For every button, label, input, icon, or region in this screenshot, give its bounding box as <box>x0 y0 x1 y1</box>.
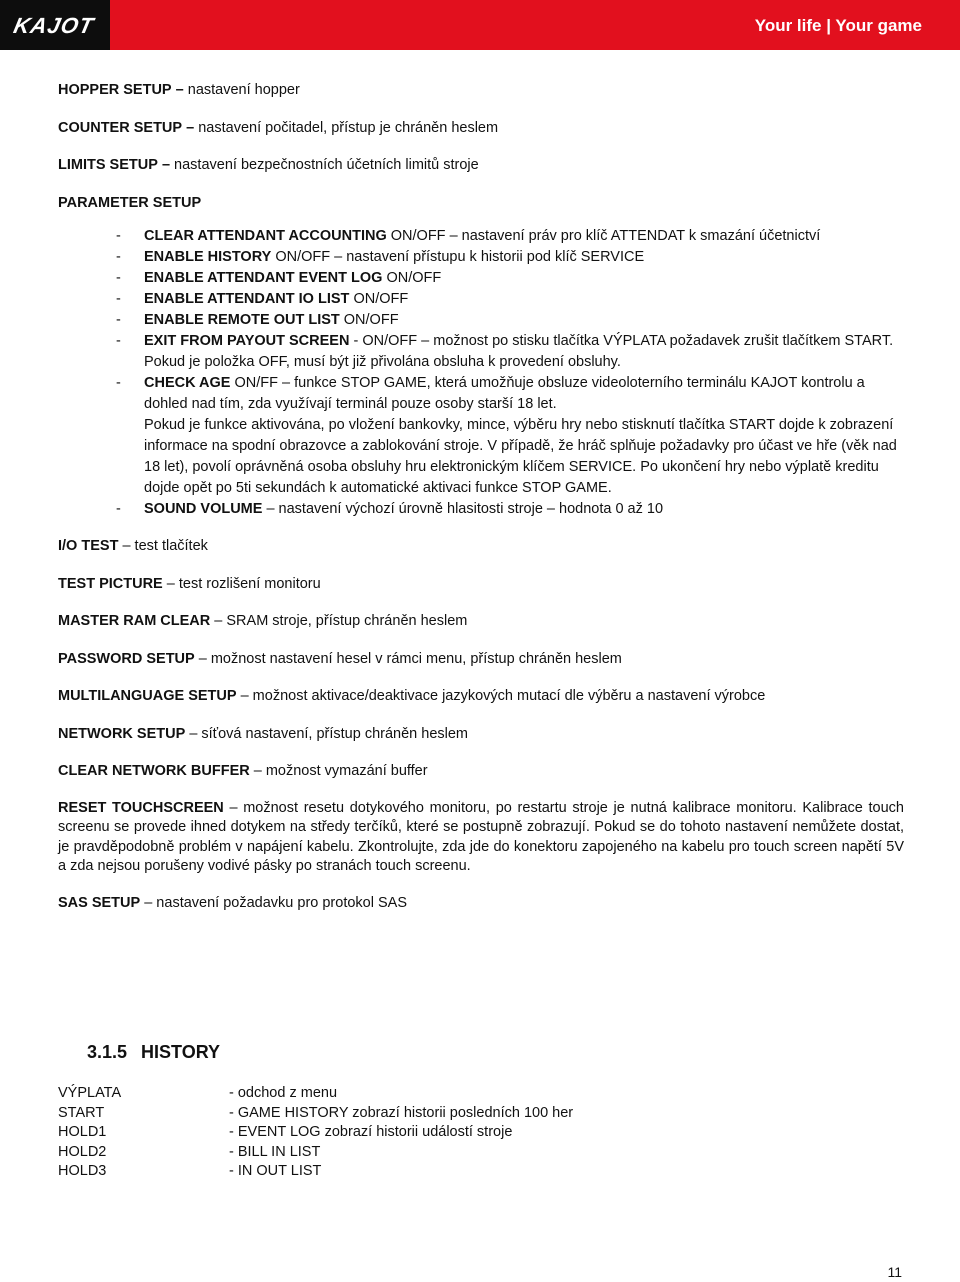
item-title: HOPPER SETUP <box>58 82 172 98</box>
item-desc: – možnost nastavení hesel v rámci menu, přístup chráněn heslem <box>198 650 622 667</box>
section-title: HISTORY <box>141 1042 221 1062</box>
sub-text: ON/OFF – nastavení práv pro klíč ATTENDAT k smazání účetnictví <box>390 228 821 244</box>
sub-title: CLEAR ATTENDANT ACCOUNTING <box>144 228 387 244</box>
sub-text: ON/OFF <box>386 270 442 286</box>
item-desc: – test tlačítek <box>122 538 208 554</box>
item-title: RESET TOUCHSCREEN <box>58 799 224 816</box>
item-title: NETWORK SETUP <box>58 725 186 742</box>
item-multilanguage-setup <box>58 686 904 707</box>
item-desc: nastavení hopper <box>187 82 300 98</box>
page-header <box>0 0 960 50</box>
sub-sound-volume <box>58 499 904 520</box>
key-name: HOLD1 <box>58 1124 107 1141</box>
key-row <box>58 1143 758 1163</box>
item-master-ram <box>58 611 904 632</box>
dash: - <box>116 501 121 517</box>
item-title: LIMITS SETUP <box>58 157 158 173</box>
key-desc: - EVENT LOG zobrazí historii událostí stroje <box>229 1124 513 1141</box>
item-title: MASTER RAM CLEAR <box>58 613 211 629</box>
key-desc: - odchod z menu <box>229 1085 338 1101</box>
item-network-setup <box>58 724 904 745</box>
item-io-test <box>58 536 904 557</box>
header-slogan: Your life | Your game <box>754 16 922 35</box>
sub-clear-attendant <box>58 226 904 247</box>
item-title: COUNTER SETUP <box>58 119 183 136</box>
item-sep: – <box>186 119 195 136</box>
key-name: VÝPLATA <box>58 1085 122 1101</box>
key-desc: - BILL IN LIST <box>229 1143 321 1160</box>
sub-text: ON/FF – funkce STOP GAME, která umožňuje obsluze videoloterního terminálu KAJOT kontrolu a dohled nad tím, zda využívají terminál pouze osoby starší 18 let. <box>144 375 865 412</box>
sub-enable-event-log <box>58 268 904 289</box>
document-body <box>58 80 904 931</box>
page-number: 11 <box>887 1264 902 1280</box>
sub-enable-remote-out <box>58 310 904 331</box>
item-title: PASSWORD SETUP <box>58 650 195 667</box>
item-desc: nastavení bezpečnostních účetních limitů stroje <box>174 157 479 173</box>
sub-text: ON/OFF <box>343 312 399 328</box>
item-desc: – síťová nastavení, přístup chráněn heslem <box>189 725 468 742</box>
dash: - <box>116 291 121 307</box>
sub-text: – nastavení výchozí úrovně hlasitosti stroje – hodnota 0 až 10 <box>266 501 664 517</box>
sub-text: - ON/OFF – možnost po stisku tlačítka VÝPLATA požadavek zrušit tlačítkem START. Pokud je položka OFF, musí být již přivolána obsluha k provedení obsluhy. <box>144 333 894 370</box>
sub-text: ON/OFF <box>353 291 409 307</box>
dash: - <box>116 375 121 391</box>
item-title: PARAMETER SETUP <box>58 194 202 211</box>
item-limits-setup <box>58 155 904 176</box>
dash: - <box>116 333 121 349</box>
key-row <box>58 1162 758 1182</box>
item-desc: – nastavení požadavku pro protokol SAS <box>144 895 407 911</box>
item-password-setup <box>58 649 904 670</box>
item-desc: – možnost aktivace/deaktivace jazykových mutací dle výběru a nastavení výrobce <box>240 688 766 704</box>
key-table <box>58 1084 758 1182</box>
item-parameter-setup <box>58 193 904 214</box>
item-desc: – možnost resetu dotykového monitoru, po restartu stroje je nutná kalibrace monitoru. Kalibrace touch screenu se provede ihned dotykem na středy terčíků, které se postupně zobrazují. Pokud se do tohoto nastavení nemůžete dostat, je pravděpodobně problém v napájení kabelu. Zkontrolujte, zda jde do konektoru zapojeného na kabelu pro touch screen napětí 5V a zda nejsou porušeny vodivé pásky po stranách touch screenu. <box>58 799 904 874</box>
key-row <box>58 1104 758 1124</box>
sub-check-age <box>58 373 904 499</box>
sub-title: CHECK AGE <box>144 375 231 391</box>
item-desc: – test rozlišení monitoru <box>166 575 321 592</box>
item-clear-network-buffer <box>58 761 904 782</box>
key-name: START <box>58 1104 105 1121</box>
key-name: HOLD2 <box>58 1143 107 1160</box>
sub-exit-payout <box>58 331 904 373</box>
sub-title: ENABLE HISTORY <box>144 249 272 265</box>
dash: - <box>116 228 121 244</box>
key-row <box>58 1084 758 1104</box>
item-desc: – SRAM stroje, přístup chráněn heslem <box>214 613 468 629</box>
item-reset-touchscreen <box>58 799 904 877</box>
item-title: SAS SETUP <box>58 895 141 911</box>
dash: - <box>116 249 121 265</box>
item-hopper-setup <box>58 80 904 101</box>
item-title: TEST PICTURE <box>58 575 163 592</box>
logo-box <box>0 0 110 50</box>
section-heading <box>87 1042 220 1063</box>
item-sep: – <box>161 157 171 173</box>
dash: - <box>116 312 121 328</box>
sub-text-continued: Pokud je funkce aktivována, po vložení bankovky, mince, výběru hry nebo stisknutí tlačítka START dojde k zobrazení informace na spodní obrazovce a zablokování stroje. V případě, že hráč splňuje požadavky pro účast ve hře (věk nad 18 let), povolí oprávněná osoba obsluhy hru elektronickým klíčem SERVICE. Po ukončení hry nebo výplatě kreditu dojde opět po 5ti sekundách k automatické aktivaci funkce STOP GAME. <box>144 417 897 496</box>
item-test-picture <box>58 574 904 595</box>
key-row <box>58 1123 758 1143</box>
key-desc: - GAME HISTORY zobrazí historii posledních 100 her <box>229 1104 574 1121</box>
section-number: 3.1.5 <box>87 1042 128 1062</box>
key-name: HOLD3 <box>58 1163 107 1180</box>
sub-enable-history <box>58 247 904 268</box>
item-sep: – <box>175 82 184 98</box>
sub-enable-io-list <box>58 289 904 310</box>
item-title: MULTILANGUAGE SETUP <box>58 688 237 704</box>
kajot-logo: KAJOT <box>11 13 97 38</box>
sub-title: ENABLE ATTENDANT EVENT LOG <box>144 270 383 286</box>
key-desc: - IN OUT LIST <box>229 1163 322 1180</box>
item-title: I/O TEST <box>58 538 119 554</box>
sub-title: EXIT FROM PAYOUT SCREEN <box>144 333 350 349</box>
parameter-sublist <box>58 226 904 520</box>
item-desc: – možnost vymazání buffer <box>253 763 428 779</box>
sub-title: SOUND VOLUME <box>144 501 263 517</box>
sub-text: ON/OFF – nastavení přístupu k historii pod klíč SERVICE <box>275 249 645 265</box>
sub-title: ENABLE ATTENDANT IO LIST <box>144 291 350 307</box>
item-sas-setup <box>58 893 904 914</box>
item-counter-setup <box>58 118 904 139</box>
sub-title: ENABLE REMOTE OUT LIST <box>144 312 340 328</box>
item-desc: nastavení počitadel, přístup je chráněn heslem <box>198 119 499 136</box>
item-title: CLEAR NETWORK BUFFER <box>58 763 250 779</box>
dash: - <box>116 270 121 286</box>
